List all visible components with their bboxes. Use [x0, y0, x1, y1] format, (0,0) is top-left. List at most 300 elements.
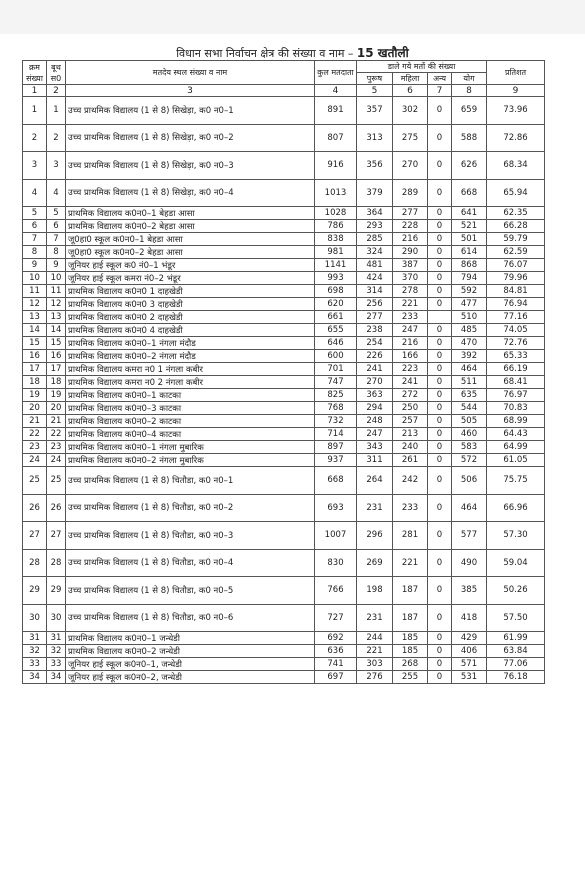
- cell-sum: 485: [452, 324, 487, 337]
- table-row: [23, 671, 545, 684]
- cell-percent: 77.06: [487, 658, 545, 671]
- cell-female: 216: [393, 233, 428, 246]
- cell-location: प्राथमिक विद्यालय क0न0–2 बेहडा आसा: [66, 220, 315, 233]
- cell-sum: 592: [452, 285, 487, 298]
- cell-percent: 61.99: [487, 632, 545, 645]
- constituency-name: 15 खतौली: [356, 46, 409, 60]
- cell-other: 0: [428, 233, 452, 246]
- table-row: [23, 428, 545, 441]
- cell-other: 0: [428, 259, 452, 272]
- table-row: [23, 658, 545, 671]
- table-row: [23, 298, 545, 311]
- cell-male: 324: [357, 246, 393, 259]
- cell-percent: 68.41: [487, 376, 545, 389]
- cell-total-voters: 646: [315, 337, 357, 350]
- cell-booth: 11: [47, 285, 66, 298]
- cell-booth: 33: [47, 658, 66, 671]
- cell-male: 424: [357, 272, 393, 285]
- cell-percent: 62.35: [487, 207, 545, 220]
- cell-female: 223: [393, 363, 428, 376]
- cell-serial: 12: [23, 298, 47, 311]
- cell-male: 247: [357, 428, 393, 441]
- header-serial: क्रम संख्या: [23, 61, 47, 85]
- cell-percent: 72.86: [487, 124, 545, 152]
- cell-sum: 577: [452, 522, 487, 550]
- table-row: [23, 441, 545, 454]
- cell-percent: 65.94: [487, 179, 545, 207]
- cell-total-voters: 993: [315, 272, 357, 285]
- cell-percent: 76.94: [487, 298, 545, 311]
- cell-total-voters: 727: [315, 604, 357, 632]
- cell-location: जूनियर हाई स्कूल क0न0–2, जन्धेडी: [66, 671, 315, 684]
- top-bar: [0, 0, 585, 34]
- colnum: 6: [393, 85, 428, 97]
- cell-female: 247: [393, 324, 428, 337]
- cell-total-voters: 786: [315, 220, 357, 233]
- cell-sum: 506: [452, 467, 487, 495]
- cell-male: 256: [357, 298, 393, 311]
- cell-female: 185: [393, 645, 428, 658]
- cell-percent: 57.50: [487, 604, 545, 632]
- table-row: [23, 220, 545, 233]
- cell-total-voters: 636: [315, 645, 357, 658]
- cell-female: 275: [393, 124, 428, 152]
- cell-male: 198: [357, 577, 393, 605]
- cell-other: 0: [428, 428, 452, 441]
- cell-male: 248: [357, 415, 393, 428]
- cell-total-voters: 981: [315, 246, 357, 259]
- cell-booth: 21: [47, 415, 66, 428]
- cell-booth: 9: [47, 259, 66, 272]
- cell-sum: 511: [452, 376, 487, 389]
- cell-total-voters: 747: [315, 376, 357, 389]
- header-votes-cast: डाले गये मतों की संख्या: [357, 61, 487, 73]
- header-total-voters: कुल मतदाता: [315, 61, 357, 85]
- cell-total-voters: 916: [315, 152, 357, 180]
- cell-booth: 27: [47, 522, 66, 550]
- cell-serial: 31: [23, 632, 47, 645]
- cell-female: 221: [393, 549, 428, 577]
- cell-booth: 29: [47, 577, 66, 605]
- cell-other: 0: [428, 415, 452, 428]
- cell-percent: 57.30: [487, 522, 545, 550]
- cell-male: 293: [357, 220, 393, 233]
- cell-female: 278: [393, 285, 428, 298]
- cell-male: 343: [357, 441, 393, 454]
- cell-serial: 14: [23, 324, 47, 337]
- cell-percent: 68.99: [487, 415, 545, 428]
- cell-serial: 15: [23, 337, 47, 350]
- cell-other: [428, 311, 452, 324]
- cell-female: 233: [393, 494, 428, 522]
- cell-other: 0: [428, 324, 452, 337]
- cell-male: 254: [357, 337, 393, 350]
- cell-sum: 490: [452, 549, 487, 577]
- cell-female: 250: [393, 402, 428, 415]
- cell-sum: 418: [452, 604, 487, 632]
- table-row: [23, 97, 545, 125]
- cell-sum: 572: [452, 454, 487, 467]
- cell-booth: 25: [47, 467, 66, 495]
- cell-serial: 24: [23, 454, 47, 467]
- cell-location: प्राथमिक विद्यालय क0न0–1 काटका: [66, 389, 315, 402]
- cell-male: 277: [357, 311, 393, 324]
- cell-percent: 76.97: [487, 389, 545, 402]
- table-row: [23, 415, 545, 428]
- cell-total-voters: 838: [315, 233, 357, 246]
- cell-location: प्राथमिक विद्यालय क0न0 2 दाहखेडी: [66, 311, 315, 324]
- cell-male: 221: [357, 645, 393, 658]
- cell-male: 244: [357, 632, 393, 645]
- cell-total-voters: 693: [315, 494, 357, 522]
- cell-percent: 74.05: [487, 324, 545, 337]
- cell-male: 303: [357, 658, 393, 671]
- cell-percent: 76.07: [487, 259, 545, 272]
- cell-location: प्राथमिक विद्यालय कमरा न0 1 नंगला कबीर: [66, 363, 315, 376]
- cell-sum: 659: [452, 97, 487, 125]
- cell-other: 0: [428, 441, 452, 454]
- cell-percent: 66.28: [487, 220, 545, 233]
- cell-location: प्राथमिक विद्यालय कमरा न0 2 नंगला कबीर: [66, 376, 315, 389]
- cell-booth: 7: [47, 233, 66, 246]
- cell-booth: 22: [47, 428, 66, 441]
- cell-sum: 510: [452, 311, 487, 324]
- cell-total-voters: 698: [315, 285, 357, 298]
- colnum: 5: [357, 85, 393, 97]
- cell-other: 0: [428, 179, 452, 207]
- cell-location: जूनियर हाई स्कूल क0न0–1, जन्धेडी: [66, 658, 315, 671]
- cell-booth: 2: [47, 124, 66, 152]
- cell-female: 242: [393, 467, 428, 495]
- cell-female: 277: [393, 207, 428, 220]
- cell-female: 281: [393, 522, 428, 550]
- cell-serial: 4: [23, 179, 47, 207]
- cell-percent: 79.96: [487, 272, 545, 285]
- cell-booth: 13: [47, 311, 66, 324]
- cell-sum: 635: [452, 389, 487, 402]
- cell-booth: 3: [47, 152, 66, 180]
- table-row: [23, 259, 545, 272]
- cell-total-voters: 1007: [315, 522, 357, 550]
- cell-percent: 84.81: [487, 285, 545, 298]
- cell-location: प्राथमिक विद्यालय क0न0–4 काटका: [66, 428, 315, 441]
- cell-male: 313: [357, 124, 393, 152]
- cell-other: 0: [428, 645, 452, 658]
- cell-male: 276: [357, 671, 393, 684]
- cell-sum: 505: [452, 415, 487, 428]
- cell-serial: 26: [23, 494, 47, 522]
- cell-location: प्राथमिक विद्यालय क0न0–3 काटका: [66, 402, 315, 415]
- colnum: 8: [452, 85, 487, 97]
- cell-percent: 62.59: [487, 246, 545, 259]
- cell-booth: 6: [47, 220, 66, 233]
- cell-female: 257: [393, 415, 428, 428]
- cell-female: 187: [393, 577, 428, 605]
- cell-percent: 64.43: [487, 428, 545, 441]
- cell-percent: 72.76: [487, 337, 545, 350]
- cell-other: 0: [428, 350, 452, 363]
- cell-female: 241: [393, 376, 428, 389]
- cell-female: 187: [393, 604, 428, 632]
- table-row: [23, 324, 545, 337]
- colnum: 9: [487, 85, 545, 97]
- cell-female: 270: [393, 152, 428, 180]
- cell-other: 0: [428, 454, 452, 467]
- cell-total-voters: 620: [315, 298, 357, 311]
- cell-location: प्राथमिक विद्यालय क0न0–1 नंगला मंदौड: [66, 337, 315, 350]
- cell-male: 264: [357, 467, 393, 495]
- cell-location: उच्च प्राथमिक विद्यालय (1 से 8) चितौडा, क0 न0–5: [66, 577, 315, 605]
- table-row: [23, 285, 545, 298]
- cell-booth: 28: [47, 549, 66, 577]
- cell-location: प्राथमिक विद्यालय क0न0–2 नंगला मंदौड: [66, 350, 315, 363]
- colnum: 7: [428, 85, 452, 97]
- cell-total-voters: 768: [315, 402, 357, 415]
- cell-other: 0: [428, 671, 452, 684]
- cell-percent: 76.18: [487, 671, 545, 684]
- cell-booth: 16: [47, 350, 66, 363]
- cell-location: उच्च प्राथमिक विद्यालय (1 से 8) चितौडा, क0 न0–6: [66, 604, 315, 632]
- cell-location: प्राथमिक विद्यालय क0न0–2 नंगला मुबारिक: [66, 454, 315, 467]
- cell-female: 233: [393, 311, 428, 324]
- cell-serial: 7: [23, 233, 47, 246]
- polling-results-table: [22, 60, 545, 684]
- cell-percent: 50.26: [487, 577, 545, 605]
- cell-location: जू0हा0 स्कूल क0न0–2 बेहडा आसा: [66, 246, 315, 259]
- cell-female: 221: [393, 298, 428, 311]
- cell-serial: 30: [23, 604, 47, 632]
- cell-booth: 8: [47, 246, 66, 259]
- cell-serial: 21: [23, 415, 47, 428]
- cell-location: उच्च प्राथमिक विद्यालय (1 से 8) चितौडा, क0 न0–2: [66, 494, 315, 522]
- cell-total-voters: 830: [315, 549, 357, 577]
- cell-booth: 17: [47, 363, 66, 376]
- cell-sum: 521: [452, 220, 487, 233]
- header-percent: प्रतिशत: [487, 61, 545, 85]
- table-row: [23, 246, 545, 259]
- cell-percent: 75.75: [487, 467, 545, 495]
- cell-other: 0: [428, 124, 452, 152]
- cell-male: 314: [357, 285, 393, 298]
- cell-sum: 794: [452, 272, 487, 285]
- cell-serial: 22: [23, 428, 47, 441]
- cell-other: 0: [428, 272, 452, 285]
- cell-total-voters: 697: [315, 671, 357, 684]
- cell-serial: 18: [23, 376, 47, 389]
- cell-booth: 32: [47, 645, 66, 658]
- cell-location: प्राथमिक विद्यालय क0न0 3 दाहखेडी: [66, 298, 315, 311]
- cell-sum: 868: [452, 259, 487, 272]
- cell-male: 226: [357, 350, 393, 363]
- cell-male: 296: [357, 522, 393, 550]
- title-prefix: विधान सभा निर्वाचन क्षेत्र की संख्या व नाम –: [176, 47, 354, 60]
- cell-booth: 1: [47, 97, 66, 125]
- cell-booth: 26: [47, 494, 66, 522]
- cell-percent: 64.99: [487, 441, 545, 454]
- cell-percent: 59.04: [487, 549, 545, 577]
- cell-location: उच्च प्राथमिक विद्यालय (1 से 8) सिखेड़ा, क0 न0–2: [66, 124, 315, 152]
- cell-total-voters: 714: [315, 428, 357, 441]
- cell-booth: 20: [47, 402, 66, 415]
- cell-sum: 429: [452, 632, 487, 645]
- cell-sum: 588: [452, 124, 487, 152]
- cell-total-voters: 732: [315, 415, 357, 428]
- cell-sum: 544: [452, 402, 487, 415]
- table-row: [23, 632, 545, 645]
- cell-total-voters: 741: [315, 658, 357, 671]
- cell-female: 272: [393, 389, 428, 402]
- cell-serial: 20: [23, 402, 47, 415]
- cell-booth: 19: [47, 389, 66, 402]
- cell-other: 0: [428, 389, 452, 402]
- cell-sum: 626: [452, 152, 487, 180]
- table-row: [23, 272, 545, 285]
- cell-serial: 17: [23, 363, 47, 376]
- cell-other: 0: [428, 298, 452, 311]
- cell-booth: 23: [47, 441, 66, 454]
- cell-serial: 10: [23, 272, 47, 285]
- cell-serial: 28: [23, 549, 47, 577]
- cell-other: 0: [428, 246, 452, 259]
- cell-location: प्राथमिक विद्यालय क0न0–1 जन्धेडी: [66, 632, 315, 645]
- cell-sum: 571: [452, 658, 487, 671]
- table-row: [23, 402, 545, 415]
- cell-male: 311: [357, 454, 393, 467]
- cell-serial: 13: [23, 311, 47, 324]
- cell-female: 302: [393, 97, 428, 125]
- cell-location: उच्च प्राथमिक विद्यालय (1 से 8) चितौडा, क0 न0–3: [66, 522, 315, 550]
- cell-other: 0: [428, 207, 452, 220]
- cell-other: 0: [428, 467, 452, 495]
- cell-booth: 30: [47, 604, 66, 632]
- table-row: [23, 337, 545, 350]
- header-other: अन्य: [428, 73, 452, 85]
- cell-serial: 5: [23, 207, 47, 220]
- table-body: [23, 97, 545, 684]
- cell-location: प्राथमिक विद्यालय क0न0–1 बेहडा आसा: [66, 207, 315, 220]
- cell-sum: 406: [452, 645, 487, 658]
- cell-booth: 15: [47, 337, 66, 350]
- cell-location: उच्च प्राथमिक विद्यालय (1 से 8) सिखेड़ा, क0 न0–3: [66, 152, 315, 180]
- cell-other: 0: [428, 522, 452, 550]
- cell-other: 0: [428, 363, 452, 376]
- cell-serial: 6: [23, 220, 47, 233]
- table-row: [23, 376, 545, 389]
- table-row: [23, 233, 545, 246]
- cell-location: जू0हा0 स्कूल क0न0–1 बेहडा आसा: [66, 233, 315, 246]
- cell-other: 0: [428, 604, 452, 632]
- cell-percent: 63.84: [487, 645, 545, 658]
- cell-female: 387: [393, 259, 428, 272]
- cell-other: 0: [428, 97, 452, 125]
- header-female: महिला: [393, 73, 428, 85]
- cell-total-voters: 692: [315, 632, 357, 645]
- table-row: [23, 494, 545, 522]
- cell-female: 166: [393, 350, 428, 363]
- cell-sum: 392: [452, 350, 487, 363]
- cell-total-voters: 897: [315, 441, 357, 454]
- cell-sum: 501: [452, 233, 487, 246]
- cell-serial: 9: [23, 259, 47, 272]
- table-row: [23, 124, 545, 152]
- cell-other: 0: [428, 658, 452, 671]
- table-row: [23, 389, 545, 402]
- table-row: [23, 350, 545, 363]
- cell-sum: 460: [452, 428, 487, 441]
- cell-percent: 59.79: [487, 233, 545, 246]
- colnum: 4: [315, 85, 357, 97]
- cell-other: 0: [428, 285, 452, 298]
- cell-location: उच्च प्राथमिक विद्यालय (1 से 8) चितौडा, क0 न0–4: [66, 549, 315, 577]
- header-male: पुरूष: [357, 73, 393, 85]
- cell-total-voters: 661: [315, 311, 357, 324]
- cell-total-voters: 701: [315, 363, 357, 376]
- cell-percent: 68.34: [487, 152, 545, 180]
- cell-male: 269: [357, 549, 393, 577]
- cell-booth: 14: [47, 324, 66, 337]
- cell-location: जूनियर हाई स्कूल क0 नं0–1 भंडूर: [66, 259, 315, 272]
- cell-female: 370: [393, 272, 428, 285]
- cell-location: जूनियर हाई स्कूल कमरा नं0–2 भंडूर: [66, 272, 315, 285]
- table-row: [23, 467, 545, 495]
- cell-location: उच्च प्राथमिक विद्यालय (1 से 8) चितौडा, क0 न0–1: [66, 467, 315, 495]
- cell-other: 0: [428, 577, 452, 605]
- cell-male: 481: [357, 259, 393, 272]
- cell-percent: 61.05: [487, 454, 545, 467]
- cell-booth: 31: [47, 632, 66, 645]
- cell-sum: 531: [452, 671, 487, 684]
- cell-sum: 668: [452, 179, 487, 207]
- cell-serial: 34: [23, 671, 47, 684]
- cell-male: 357: [357, 97, 393, 125]
- table-row: [23, 152, 545, 180]
- cell-male: 231: [357, 494, 393, 522]
- cell-serial: 19: [23, 389, 47, 402]
- cell-other: 0: [428, 152, 452, 180]
- cell-percent: 66.96: [487, 494, 545, 522]
- cell-percent: 65.33: [487, 350, 545, 363]
- cell-serial: 32: [23, 645, 47, 658]
- cell-serial: 2: [23, 124, 47, 152]
- cell-serial: 25: [23, 467, 47, 495]
- cell-total-voters: 825: [315, 389, 357, 402]
- cell-booth: 24: [47, 454, 66, 467]
- cell-sum: 470: [452, 337, 487, 350]
- colnum: 2: [47, 85, 66, 97]
- cell-sum: 464: [452, 494, 487, 522]
- table-row: [23, 179, 545, 207]
- cell-total-voters: 600: [315, 350, 357, 363]
- page-title: [0, 44, 585, 61]
- cell-percent: 70.83: [487, 402, 545, 415]
- table-row: [23, 454, 545, 467]
- cell-serial: 3: [23, 152, 47, 180]
- cell-female: 261: [393, 454, 428, 467]
- table-row: [23, 311, 545, 324]
- cell-location: उच्च प्राथमिक विद्यालय (1 से 8) सिखेड़ा, क0 न0–4: [66, 179, 315, 207]
- cell-sum: 464: [452, 363, 487, 376]
- cell-serial: 23: [23, 441, 47, 454]
- cell-female: 289: [393, 179, 428, 207]
- cell-male: 379: [357, 179, 393, 207]
- cell-male: 294: [357, 402, 393, 415]
- cell-serial: 11: [23, 285, 47, 298]
- table-row: [23, 604, 545, 632]
- cell-serial: 16: [23, 350, 47, 363]
- cell-other: 0: [428, 220, 452, 233]
- cell-other: 0: [428, 549, 452, 577]
- cell-sum: 583: [452, 441, 487, 454]
